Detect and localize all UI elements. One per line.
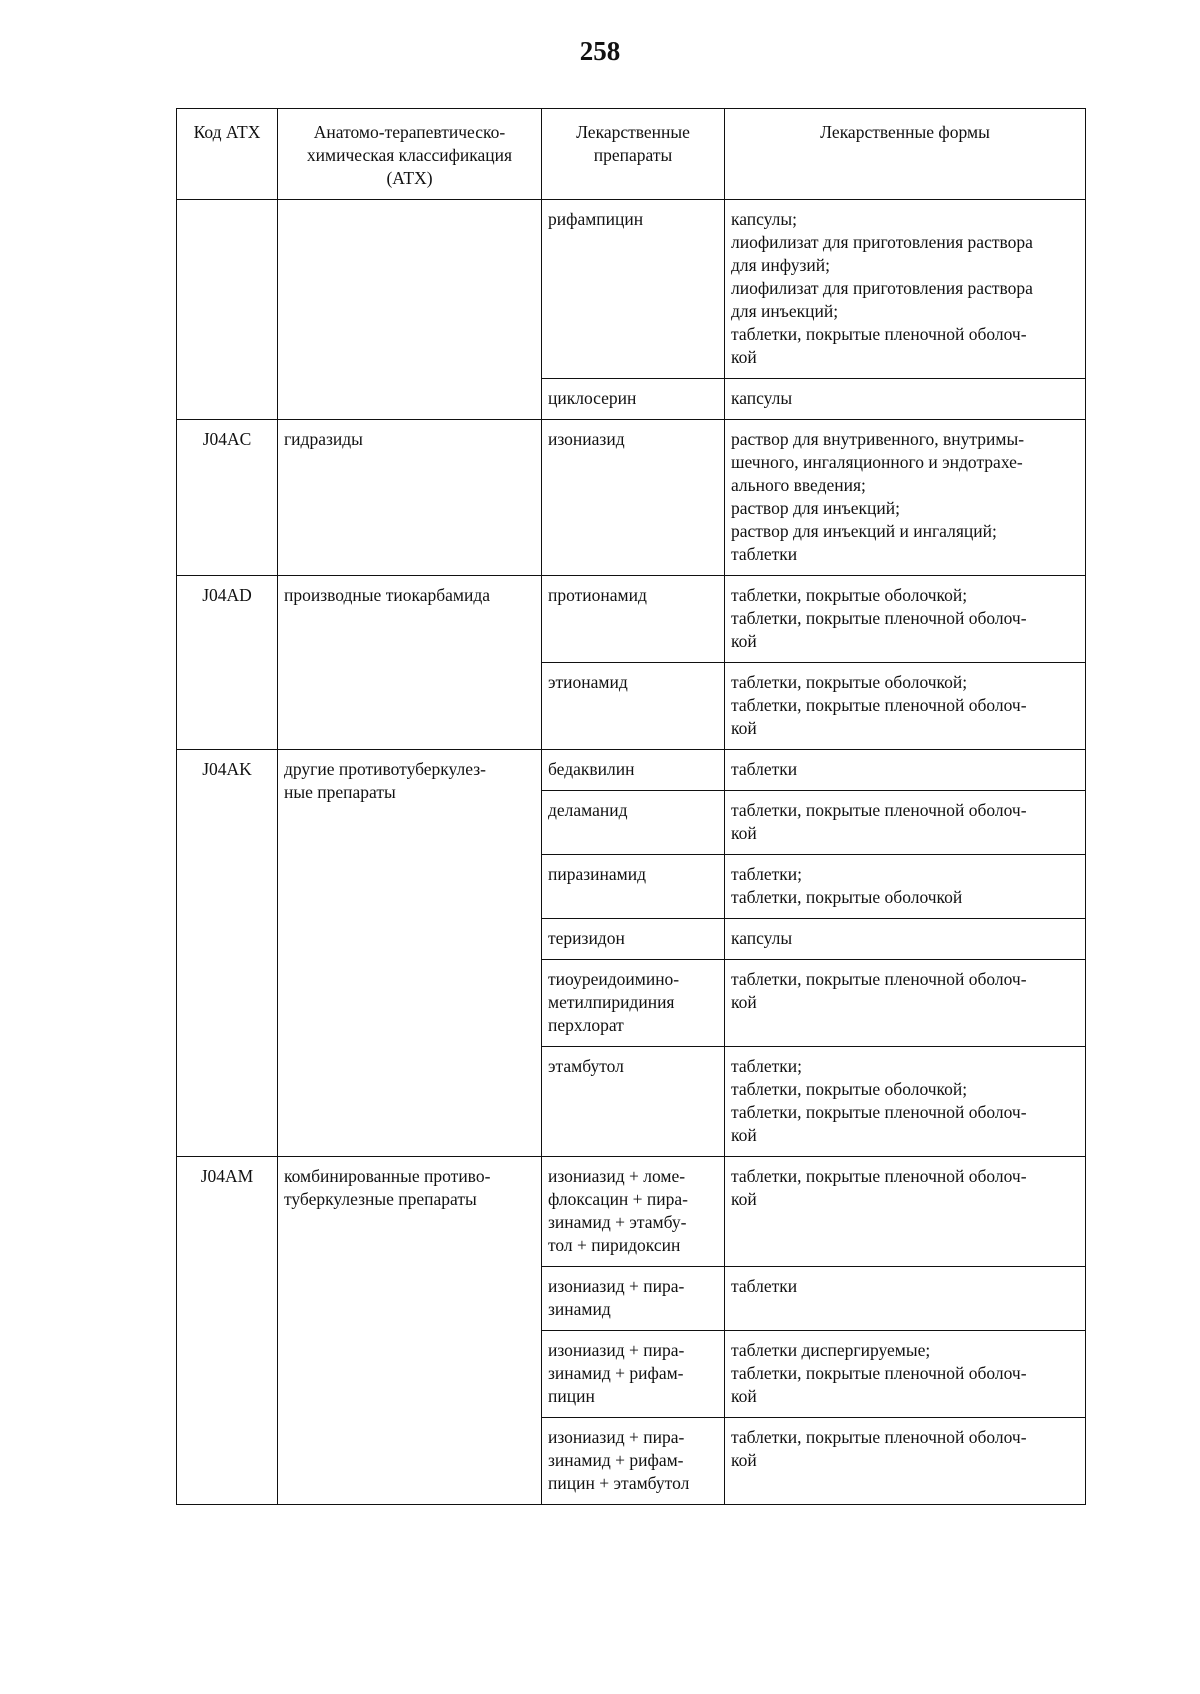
code-cell: J04AD (177, 576, 278, 750)
drug-cell: изониазид + пира- зинамид + рифам- пицин (542, 1331, 725, 1418)
drug-cell: бедаквилин (542, 750, 725, 791)
forms-cell: капсулы (725, 379, 1086, 420)
forms-cell: таблетки, покрытые пленочной оболоч- кой (725, 960, 1086, 1047)
drug-cell: изониазид (542, 420, 725, 576)
header-forms: Лекарственные формы (725, 109, 1086, 200)
forms-cell: таблетки, покрытые пленочной оболоч- кой (725, 1418, 1086, 1505)
forms-cell: таблетки (725, 750, 1086, 791)
forms-cell: таблетки, покрытые пленочной оболоч- кой (725, 1157, 1086, 1267)
drug-cell: изониазид + пира- зинамид + рифам- пицин + этамбутол (542, 1418, 725, 1505)
atx-table (176, 108, 1086, 1505)
forms-cell: таблетки диспергируемые; таблетки, покрытые пленочной оболоч- кой (725, 1331, 1086, 1418)
forms-cell: раствор для внутривенного, внутримы- шечного, ингаляционного и эндотрахе- ального введения; раствор для инъекций; раствор для инъекций и ингаляций; таблетки (725, 420, 1086, 576)
drug-cell: протионамид (542, 576, 725, 663)
forms-cell: капсулы (725, 919, 1086, 960)
drug-cell: рифампицин (542, 200, 725, 379)
code-cell (177, 200, 278, 420)
drug-cell: тиоуреидоимино- метилпиридиния перхлорат (542, 960, 725, 1047)
forms-cell: таблетки; таблетки, покрытые оболочкой (725, 855, 1086, 919)
table-row (177, 750, 1086, 791)
classification-cell (278, 200, 542, 420)
table-row (177, 576, 1086, 663)
forms-cell: таблетки; таблетки, покрытые оболочкой; таблетки, покрытые пленочной оболоч- кой (725, 1047, 1086, 1157)
drug-cell: изониазид + ломе- флоксацин + пира- зинамид + этамбу- тол + пиридоксин (542, 1157, 725, 1267)
table-header-row (177, 109, 1086, 200)
drug-cell: этионамид (542, 663, 725, 750)
table-row (177, 420, 1086, 576)
code-cell: J04AC (177, 420, 278, 576)
drug-cell: деламанид (542, 791, 725, 855)
code-cell: J04AM (177, 1157, 278, 1505)
table-row (177, 1157, 1086, 1267)
drug-cell: этамбутол (542, 1047, 725, 1157)
drug-cell: изониазид + пира- зинамид (542, 1267, 725, 1331)
forms-cell: таблетки (725, 1267, 1086, 1331)
forms-cell: таблетки, покрытые оболочкой; таблетки, покрытые пленочной оболоч- кой (725, 576, 1086, 663)
code-cell: J04AK (177, 750, 278, 1157)
header-code: Код АТХ (177, 109, 278, 200)
forms-cell: таблетки, покрытые пленочной оболоч- кой (725, 791, 1086, 855)
drug-cell: теризидон (542, 919, 725, 960)
table-row (177, 200, 1086, 379)
classification-cell: гидразиды (278, 420, 542, 576)
header-classification: Анатомо-терапевтическо- химическая классификация (АТХ) (278, 109, 542, 200)
classification-cell: комбинированные противо- туберкулезные препараты (278, 1157, 542, 1505)
forms-cell: таблетки, покрытые оболочкой; таблетки, покрытые пленочной оболоч- кой (725, 663, 1086, 750)
page-number: 258 (579, 36, 621, 66)
forms-cell: капсулы; лиофилизат для приготовления раствора для инфузий; лиофилизат для приготовления раствора для инъекций; таблетки, покрытые пленочной оболоч- кой (725, 200, 1086, 379)
drug-cell: пиразинамид (542, 855, 725, 919)
drug-cell: циклосерин (542, 379, 725, 420)
header-drugs: Лекарственные препараты (542, 109, 725, 200)
classification-cell: другие противотуберкулез- ные препараты (278, 750, 542, 1157)
classification-cell: производные тиокарбамида (278, 576, 542, 750)
